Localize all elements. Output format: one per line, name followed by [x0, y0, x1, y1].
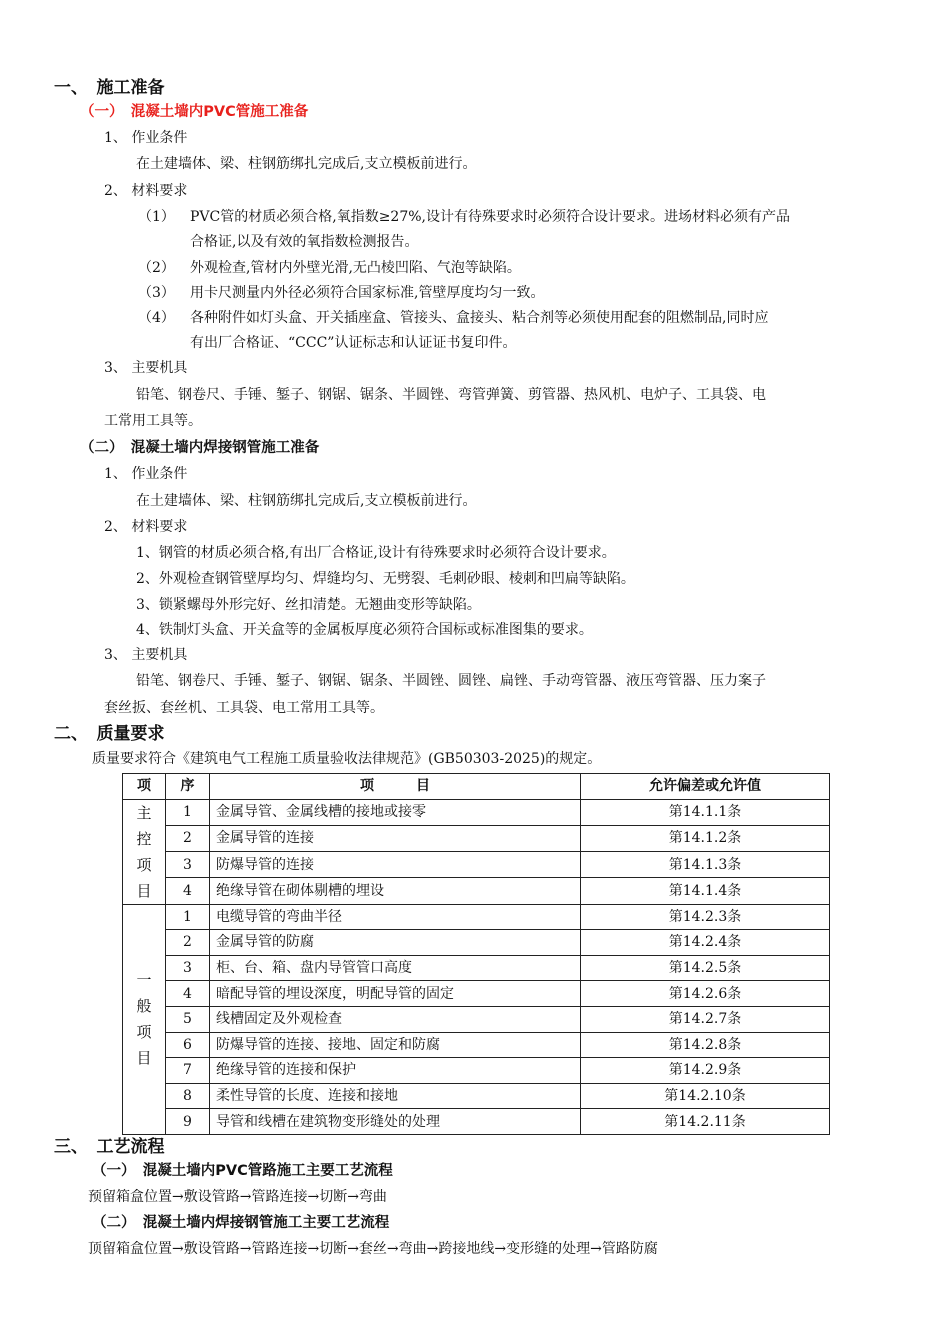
- group-label-main: [123, 799, 166, 904]
- group-label-main-text: 主 控 项 目: [136, 803, 152, 900]
- row-item: 电缆导管的弯曲半径: [210, 904, 581, 930]
- table-row: [123, 1032, 830, 1058]
- sub1-tools-line1: 铅笔、钢卷尺、手锤、錾子、钢锯、锯条、半圆锉、弯管弹簧、剪管器、热风机、电炉子、工具袋、电: [136, 387, 766, 403]
- sub2-tools-line1: 铅笔、钢卷尺、手锤、錾子、钢锯、锯条、半圆锉、圆锉、扁锉、手动弯管器、液压弯管器、压力案子: [136, 673, 766, 689]
- sub1-mat-3-num: （3）: [138, 285, 175, 301]
- row-value: 第14.1.3条: [581, 852, 830, 878]
- row-value: 第14.1.2条: [581, 825, 830, 851]
- sub1-cond-text: 在土建墙体、梁、柱钢筋绑扎完成后,支立模板前进行。: [136, 156, 477, 172]
- row-item: 导管和线槽在建筑物变形缝处的处理: [210, 1109, 581, 1135]
- header-seq: 序: [166, 774, 210, 800]
- section1-sub1-title: （一） 混凝土墙内PVC管施工准备: [80, 104, 309, 120]
- sub2-tools-line2: 套丝扳、套丝机、工具袋、电工常用工具等。: [104, 700, 384, 716]
- row-seq: 2: [166, 825, 210, 851]
- row-item: 柜、台、箱、盘内导管管口高度: [210, 955, 581, 981]
- row-seq: 3: [166, 852, 210, 878]
- group-label-general-text: 一 般 项 目: [136, 971, 152, 1068]
- section3-sub2-title: （二） 混凝土墙内焊接钢管施工主要工艺流程: [92, 1215, 390, 1231]
- row-value: 第14.2.7条: [581, 1006, 830, 1032]
- sub1-mat-title: 2、 材料要求: [104, 183, 188, 199]
- row-seq: 1: [166, 799, 210, 825]
- row-seq: 3: [166, 955, 210, 981]
- row-value: 第14.1.1条: [581, 799, 830, 825]
- sub1-tools-line2: 工常用工具等。: [104, 413, 202, 429]
- row-item: 暗配导管的埋设深度，明配导管的固定: [210, 981, 581, 1007]
- section3-title: 三、 工艺流程: [54, 1137, 165, 1157]
- table-row: [123, 930, 830, 956]
- sub1-cond-title: 1、 作业条件: [104, 130, 188, 146]
- sub2-mat-3: 3、锁紧螺母外形完好、丝扣清楚。无翘曲变形等缺陷。: [136, 597, 481, 613]
- sub1-mat-1-num: （1）: [138, 209, 175, 225]
- row-item: 柔性导管的长度、连接和接地: [210, 1083, 581, 1109]
- row-value: 第14.2.3条: [581, 904, 830, 930]
- row-seq: 7: [166, 1058, 210, 1084]
- quality-table: [122, 773, 830, 1135]
- section3-sub2-text: 顶留箱盒位置→敷设管路→管路连接→切断→套丝→弯曲→跨接地线→变形缝的处理→管路防腐: [88, 1241, 658, 1257]
- sub2-mat-2: 2、外观检查钢管壁厚均匀、焊缝均匀、无劈裂、毛刺砂眼、棱刺和凹扁等缺陷。: [136, 571, 635, 587]
- row-seq: 6: [166, 1032, 210, 1058]
- table-row: [123, 852, 830, 878]
- sub1-mat-2-num: （2）: [138, 260, 175, 276]
- table-row: [123, 1006, 830, 1032]
- row-value: 第14.2.5条: [581, 955, 830, 981]
- row-seq: 1: [166, 904, 210, 930]
- sub1-mat-4-line1: 各种附件如灯头盒、开关插座盒、管接头、盒接头、粘合剂等必须使用配套的阻燃制品,同时应: [190, 310, 769, 326]
- row-seq: 5: [166, 1006, 210, 1032]
- table-header-row: [123, 774, 830, 800]
- sub1-mat-1-line2: 合格证,以及有效的氧指数检测报告。: [190, 234, 419, 250]
- table-row: [123, 1058, 830, 1084]
- row-item: 防爆导管的连接、接地、固定和防腐: [210, 1032, 581, 1058]
- row-seq: 4: [166, 878, 210, 904]
- row-item: 绝缘导管在砌体剔槽的埋设: [210, 878, 581, 904]
- sub1-mat-4-num: （4）: [138, 310, 175, 326]
- table-row: [123, 825, 830, 851]
- table-row: [123, 878, 830, 904]
- header-item: 项 目: [210, 774, 581, 800]
- row-seq: 2: [166, 930, 210, 956]
- header-category: 项: [123, 774, 166, 800]
- row-seq: 8: [166, 1083, 210, 1109]
- section2-title: 二、 质量要求: [54, 724, 165, 744]
- table-row: [123, 981, 830, 1007]
- row-item: 线槽固定及外观检查: [210, 1006, 581, 1032]
- table-row: [123, 904, 830, 930]
- section3-sub1-title: （一） 混凝土墙内PVC管路施工主要工艺流程: [92, 1163, 393, 1179]
- sub2-mat-1: 1、钢管的材质必须合格,有出厂合格证,设计有待殊要求时必须符合设计要求。: [136, 545, 616, 561]
- sub2-cond-text: 在土建墙体、梁、柱钢筋绑扎完成后,支立模板前进行。: [136, 493, 477, 509]
- row-item: 防爆导管的连接: [210, 852, 581, 878]
- sub2-tools-title: 3、 主要机具: [104, 647, 188, 663]
- row-value: 第14.2.10条: [581, 1083, 830, 1109]
- row-seq: 9: [166, 1109, 210, 1135]
- row-value: 第14.2.9条: [581, 1058, 830, 1084]
- header-value: 允许偏差或允许值: [581, 774, 830, 800]
- row-value: 第14.2.8条: [581, 1032, 830, 1058]
- row-value: 第14.1.4条: [581, 878, 830, 904]
- row-value: 第14.2.11条: [581, 1109, 830, 1135]
- row-item: 绝缘导管的连接和保护: [210, 1058, 581, 1084]
- row-item: 金属导管的连接: [210, 825, 581, 851]
- sub1-mat-2-line1: 外观检查,管材内外壁光滑,无凸棱凹陷、气泡等缺陷。: [190, 260, 521, 276]
- group-label-general: [123, 904, 166, 1134]
- table-row: [123, 1083, 830, 1109]
- row-value: 第14.2.4条: [581, 930, 830, 956]
- table-row: [123, 1109, 830, 1135]
- table-row: [123, 799, 830, 825]
- row-item: 金属导管、金属线槽的接地或接零: [210, 799, 581, 825]
- sub1-mat-1-line1: PVC管的材质必须合格,氧指数≥27%,设计有待殊要求时必须符合设计要求。进场材料必须有产品: [190, 209, 790, 225]
- section3-sub1-text: 预留箱盒位置→敷设管路→管路连接→切断→弯曲: [88, 1189, 387, 1205]
- row-value: 第14.2.6条: [581, 981, 830, 1007]
- row-item: 金属导管的防腐: [210, 930, 581, 956]
- sub2-cond-title: 1、 作业条件: [104, 466, 188, 482]
- table-row: [123, 955, 830, 981]
- sub1-mat-3-line1: 用卡尺测量内外径必须符合国家标准,管壁厚度均匀一致。: [190, 285, 545, 301]
- sub2-mat-4: 4、铁制灯头盒、开关盒等的金属板厚度必须符合国标或标准图集的要求。: [136, 622, 593, 638]
- row-seq: 4: [166, 981, 210, 1007]
- section1-title: 一、 施工准备: [54, 78, 165, 98]
- sub1-tools-title: 3、 主要机具: [104, 360, 188, 376]
- section2-intro: 质量要求符合《建筑电气工程施工质量验收法律规范》(GB50303-2025)的规定。: [92, 751, 602, 767]
- sub1-mat-4-line2: 有出厂合格证、“CCC”认证标志和认证证书复印件。: [190, 335, 517, 351]
- section1-sub2-title: （二） 混凝土墙内焊接钢管施工准备: [80, 440, 320, 456]
- sub2-mat-title: 2、 材料要求: [104, 519, 188, 535]
